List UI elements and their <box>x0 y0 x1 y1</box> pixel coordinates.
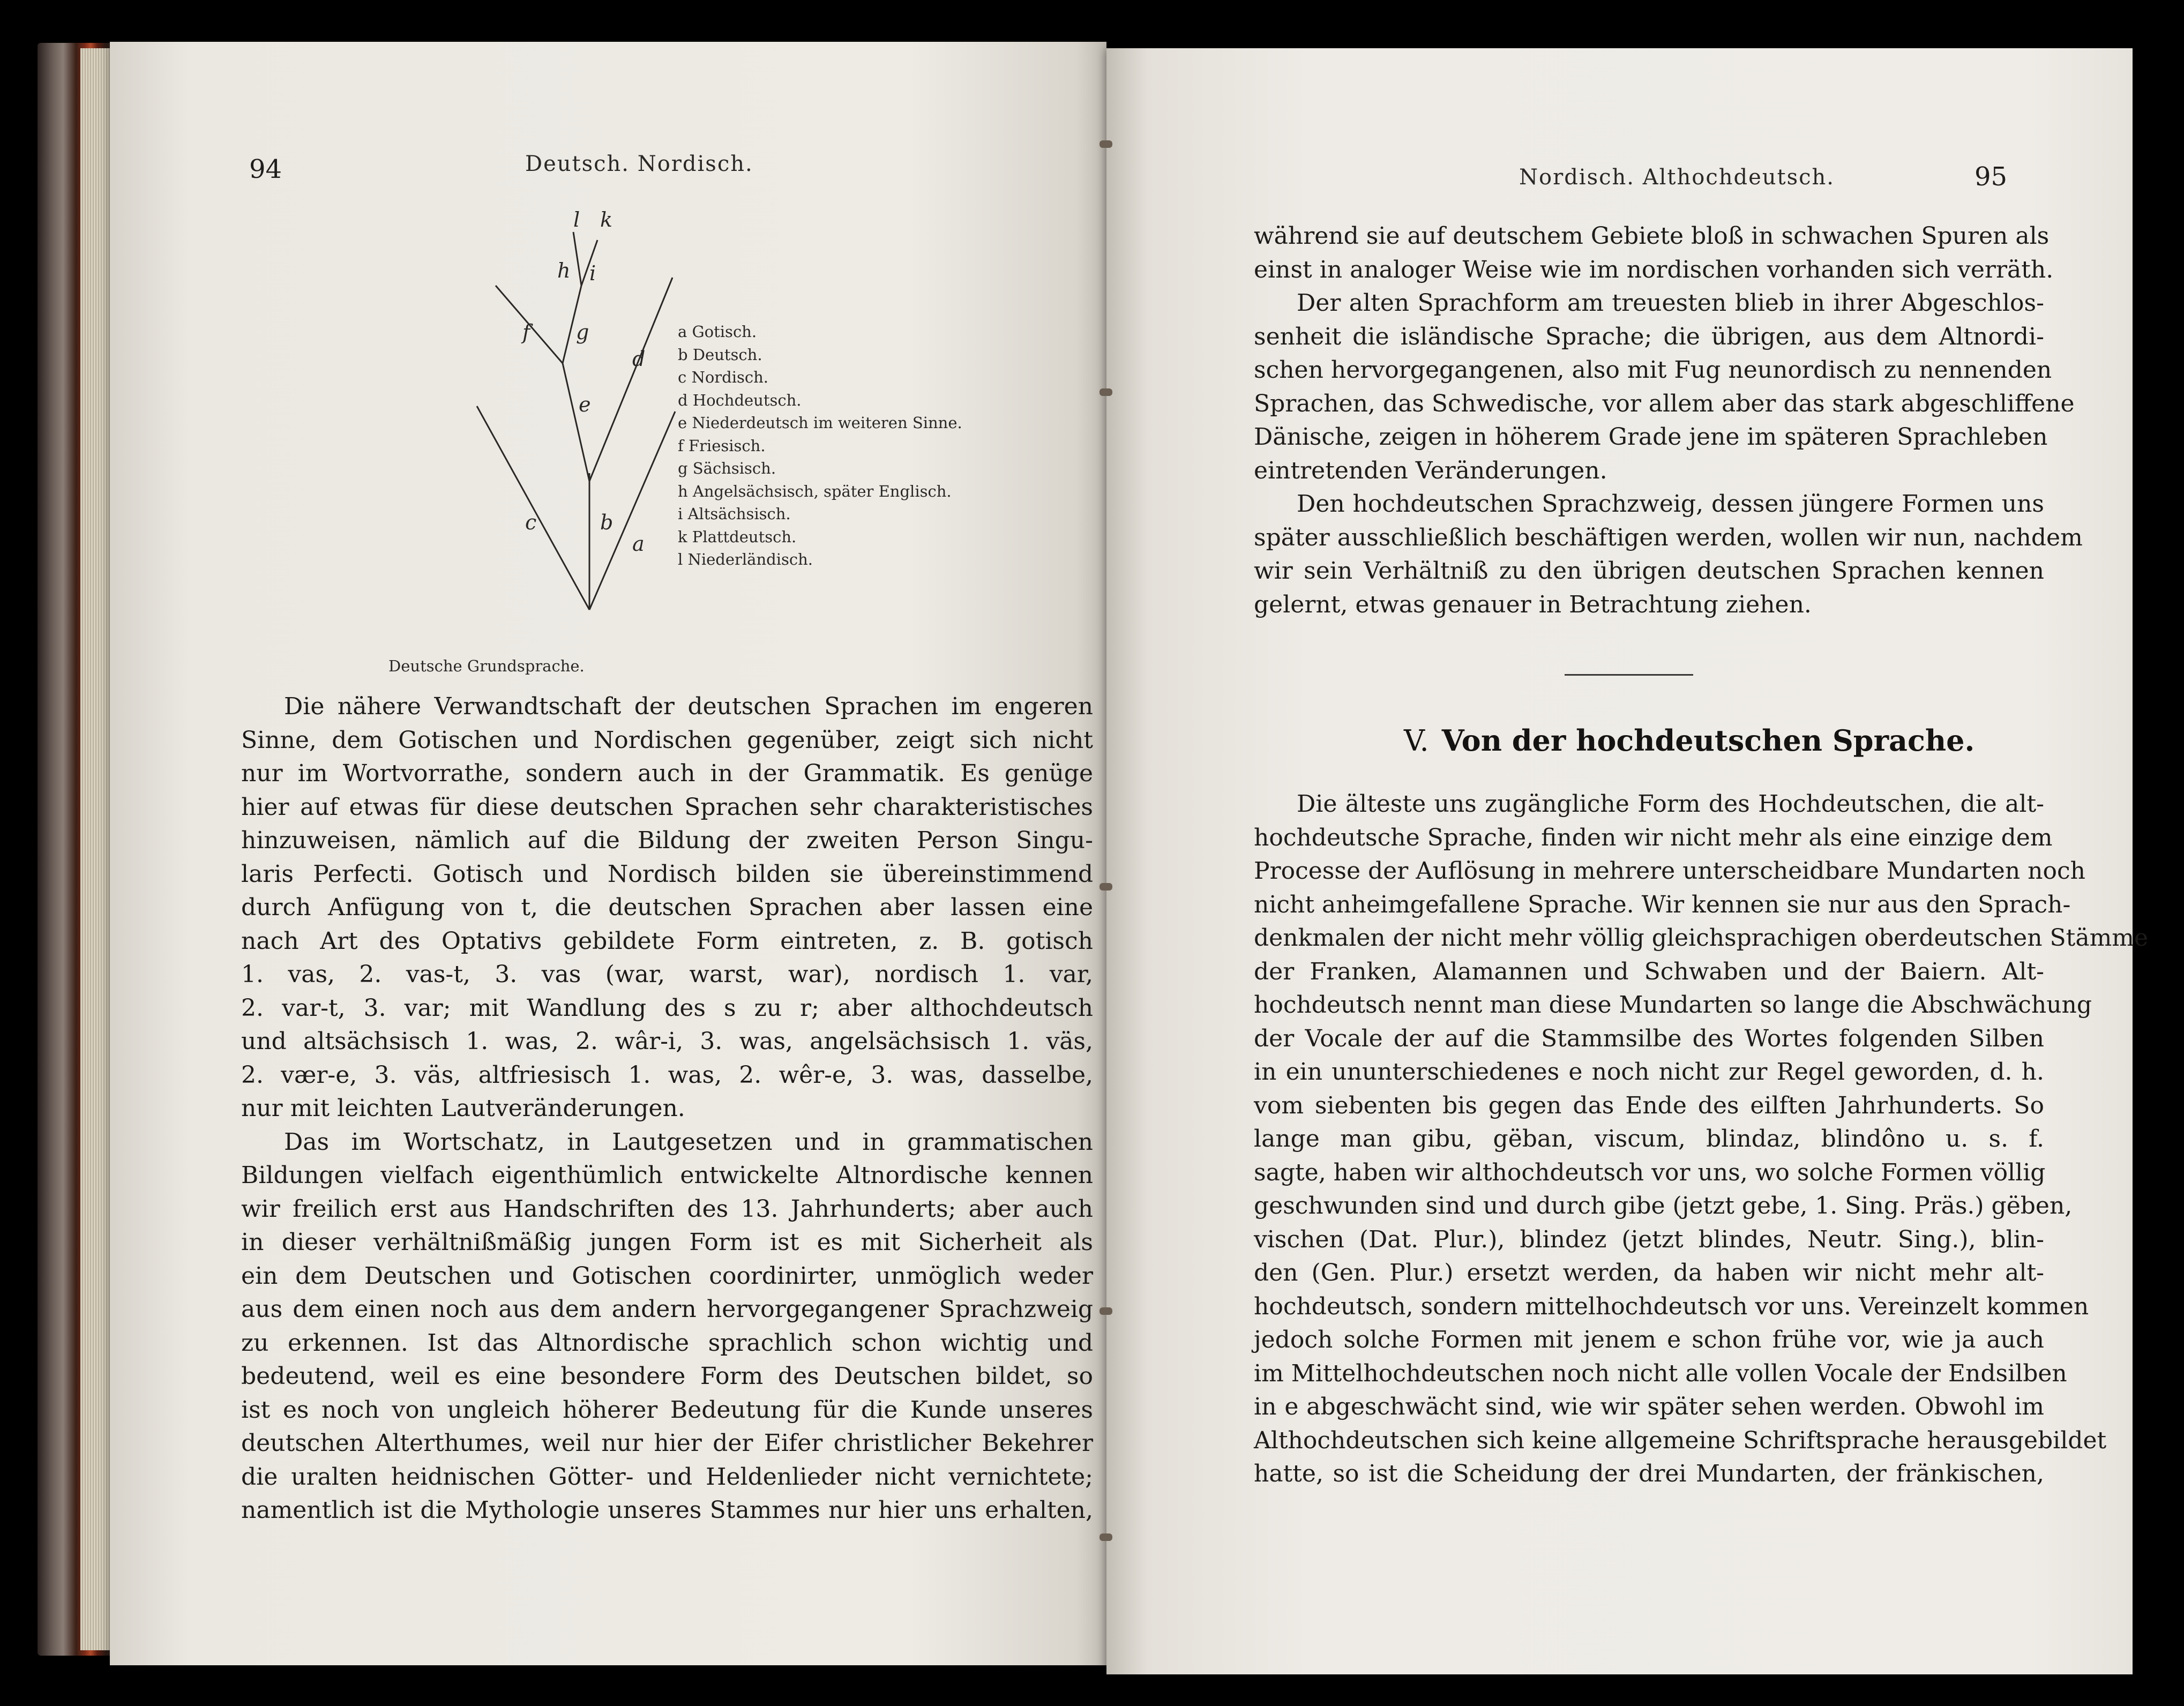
text-line: nicht anheimgefallene Sprache. Wir kennen sie nur aus den Sprach- <box>1254 891 2071 918</box>
text-line: 2. var-t, 3. var; mit Wandlung des s zu r; aber althochdeutsch <box>241 994 1093 1022</box>
text-line: Die nähere Verwandtschaft der deutschen Sprachen im engeren <box>284 693 1093 720</box>
text-line: deutschen Alterthumes, weil nur hier der Eifer christlicher Bekehrer <box>241 1430 1093 1457</box>
text-line: wir freilich erst aus Handschriften des 13. Jahrhunderts; aber auch <box>241 1195 1093 1223</box>
left-page-body <box>241 690 1093 1528</box>
branch-e <box>563 363 589 481</box>
text-line: lange man gibu, gëban, viscum, blindaz, blindôno u. s. f. <box>1254 1125 2044 1153</box>
text-line: später ausschließlich beschäftigen werden, wollen wir nun, nachdem <box>1254 523 2083 551</box>
tree-legend <box>678 320 962 571</box>
tree-label-g: g <box>576 320 589 344</box>
text-line: in e abgeschwächt sind, wie wir später sehen werden. Obwohl im <box>1254 1393 2044 1420</box>
binding-stitch <box>1100 140 1112 148</box>
text-line: hatte, so ist die Scheidung der drei Mundarten, der fränkischen, <box>1254 1460 2044 1487</box>
text-line: senheit die isländische Sprache; die übrigen, aus dem Altnordi- <box>1254 323 2044 350</box>
tree-label-h: h <box>557 259 571 282</box>
text-line: schen hervorgegangenen, also mit Fug neunordisch zu nennenden <box>1254 356 2052 384</box>
legend-item: f Friesisch. <box>678 436 766 455</box>
tree-label-d: d <box>632 347 646 371</box>
section-number: V. <box>1404 724 1429 758</box>
text-line: Processe der Auflösung in mehrere unterscheidbare Mundarten noch <box>1254 857 2085 885</box>
text-line: nur im Wortvorrathe, sondern auch in der Grammatik. Es genüge <box>241 760 1093 787</box>
legend-item: k Plattdeutsch. <box>678 527 797 546</box>
running-head-right: Nordisch. Althochdeutsch. <box>1519 165 1835 190</box>
text-line: einst in analoger Weise wie im nordischen vorhanden sich verräth. <box>1254 256 2054 283</box>
text-line: vom siebenten bis gegen das Ende des eilften Jahrhunderts. So <box>1254 1091 2044 1119</box>
text-line: nach Art des Optativs gebildete Form eintreten, z. B. gotisch <box>241 927 1093 955</box>
binding-stitch <box>1100 1307 1112 1315</box>
text-line: laris Perfecti. Gotisch und Nordisch bilden sie übereinstimmend <box>241 860 1093 888</box>
text-line: Den hochdeutschen Sprachzweig, dessen jüngere Formen uns <box>1297 490 2044 518</box>
running-head-left: Deutsch. Nordisch. <box>525 152 753 176</box>
text-line: Althochdeutschen sich keine allgemeine Schriftsprache herausgebildet <box>1254 1426 2107 1454</box>
text-line: hochdeutsche Sprache, finden wir nicht mehr als eine einzige dem <box>1254 824 2053 851</box>
section-heading <box>1404 723 1975 758</box>
text-line: der Franken, Alamannen und Schwaben und der Baiern. Alt- <box>1254 957 2044 985</box>
legend-item: d Hochdeutsch. <box>678 391 802 409</box>
text-line: die uralten heidnischen Götter- und Heldenlieder nicht vernichtete; <box>241 1463 1093 1491</box>
text-line: 1. vas, 2. vas-t, 3. vas (war, warst, war), nordisch 1. var, <box>241 961 1093 988</box>
tree-label-l: l <box>573 208 580 231</box>
text-line: im Mittelhochdeutschen noch nicht alle vollen Vocale der Endsilben <box>1254 1359 2067 1387</box>
text-line: wir sein Verhältniß zu den übrigen deutschen Sprachen kennen <box>1254 557 2044 585</box>
tree-label-i: i <box>589 261 596 285</box>
legend-item: i Altsächsisch. <box>678 505 791 523</box>
page-number-right: 95 <box>1974 162 2008 192</box>
text-line: Die älteste uns zugängliche Form des Hochdeutschen, die alt- <box>1297 790 2044 818</box>
text-line: Das im Wortschatz, in Lautgesetzen und in grammatischen <box>284 1128 1093 1156</box>
legend-item: e Niederdeutsch im weiteren Sinne. <box>678 414 962 432</box>
right-page-body-bottom <box>1254 788 2149 1491</box>
branch-d <box>589 278 672 481</box>
legend-item: c Nordisch. <box>678 368 769 386</box>
legend-item: g Sächsisch. <box>678 459 776 477</box>
text-line: Sinne, dem Gotischen und Nordischen gegenüber, zeigt sich nicht <box>241 726 1093 754</box>
text-line: 2. vær-e, 3. väs, altfriesisch 1. was, 2. wêr-e, 3. was, dasselbe, <box>241 1061 1093 1089</box>
text-line: durch Anfügung von t, die deutschen Sprachen aber lassen eine <box>241 894 1093 921</box>
binding-stitch <box>1100 883 1112 891</box>
figure-caption: Deutsche Grundsprache. <box>388 657 585 675</box>
text-line: geschwunden sind und durch gibe (jetzt gebe, 1. Sing. Präs.) gëben, <box>1254 1192 2073 1219</box>
tree-label-c: c <box>525 511 537 534</box>
text-line: sagte, haben wir althochdeutsch vor uns, wo solche Formen völlig <box>1254 1158 2046 1186</box>
text-line: denkmalen der nicht mehr völlig gleichsprachigen oberdeutschen Stämme <box>1254 924 2149 952</box>
binding-stitch <box>1100 1533 1112 1541</box>
text-line: ein dem Deutschen und Gotischen coordinirter, unmöglich weder <box>241 1262 1093 1290</box>
text-line: vischen (Dat. Plur.), blindez (jetzt blindes, Neutr. Sing.), blin- <box>1254 1225 2044 1253</box>
text-line: bedeutend, weil es eine besondere Form des Deutschen bildet, so <box>241 1363 1093 1390</box>
tree-label-a: a <box>632 532 645 556</box>
text-line: Der alten Sprachform am treuesten blieb in ihrer Abgeschlos- <box>1297 289 2044 317</box>
text-line: Dänische, zeigen in höherem Grade jene im späteren Sprachleben <box>1254 423 2048 451</box>
branch-c <box>477 406 589 610</box>
legend-item: h Angelsächsisch, später Englisch. <box>678 482 952 500</box>
legend-item: a Gotisch. <box>678 323 757 341</box>
right-page-body-top <box>1254 220 2083 622</box>
text-line: gelernt, etwas genauer in Betrachtung ziehen. <box>1254 590 1812 618</box>
section-divider <box>1565 674 1693 676</box>
tree-label-f: f <box>522 320 530 344</box>
text-line: in dieser verhältnißmäßig jungen Form ist es mit Sicherheit als <box>241 1229 1093 1256</box>
text-line: aus dem einen noch aus dem andern hervorgegangener Sprachzweig <box>241 1296 1093 1323</box>
text-line: jedoch solche Formen mit jenem e schon frühe vor, wie ja auch <box>1254 1326 2044 1353</box>
text-line: nur mit leichten Lautveränderungen. <box>241 1095 685 1122</box>
tree-label-k: k <box>600 208 613 231</box>
binding-stitch <box>1100 388 1112 396</box>
text-line: namentlich ist die Mythologie unseres Stammes nur hier uns erhalten, <box>241 1497 1093 1524</box>
text-line: während sie auf deutschem Gebiete bloß in schwachen Spuren als <box>1254 222 2050 250</box>
branch-h <box>573 232 581 286</box>
text-line: hochdeutsch nennt man diese Mundarten so lange die Abschwächung <box>1254 991 2092 1019</box>
text-line: Sprachen, das Schwedische, vor allem aber das stark abgeschliffene <box>1254 390 2075 417</box>
page-number-left: 94 <box>249 154 282 184</box>
text-line: und altsächsisch 1. was, 2. wâr-i, 3. was, angelsächsisch 1. väs, <box>241 1028 1093 1055</box>
tree-label-e: e <box>579 393 591 416</box>
text-line: Bildungen vielfach eigenthümlich entwickelte Altnordische kennen <box>241 1162 1093 1189</box>
left-page <box>110 42 1106 1665</box>
legend-item: b Deutsch. <box>678 345 762 364</box>
text-line: zu erkennen. Ist das Altnordische sprachlich schon wichtig und <box>241 1329 1093 1357</box>
text-line: der Vocale der auf die Stammsilbe des Wortes folgenden Silben <box>1254 1024 2044 1052</box>
text-line: hinzuweisen, nämlich auf die Bildung der zweiten Person Singu- <box>241 827 1093 854</box>
text-line: hochdeutsch, sondern mittelhochdeutsch vor uns. Vereinzelt kommen <box>1254 1292 2089 1320</box>
text-line: den (Gen. Plur.) ersetzt werden, da haben wir nicht mehr alt- <box>1254 1259 2044 1286</box>
text-line: in ein ununterschiedenes e noch nicht zur Regel geworden, d. h. <box>1254 1058 2044 1086</box>
text-line: ist es noch von ungleich höherer Bedeutung für die Kunde unseres <box>241 1396 1093 1424</box>
section-title-text: Von der hochdeutschen Sprache. <box>1441 723 1975 758</box>
legend-item: l Niederländisch. <box>678 550 813 568</box>
tree-label-b: b <box>600 511 614 534</box>
text-line: hier auf etwas für diese deutschen Sprachen sehr charakteristisches <box>241 793 1093 821</box>
text-line: eintretenden Veränderungen. <box>1254 457 1607 484</box>
